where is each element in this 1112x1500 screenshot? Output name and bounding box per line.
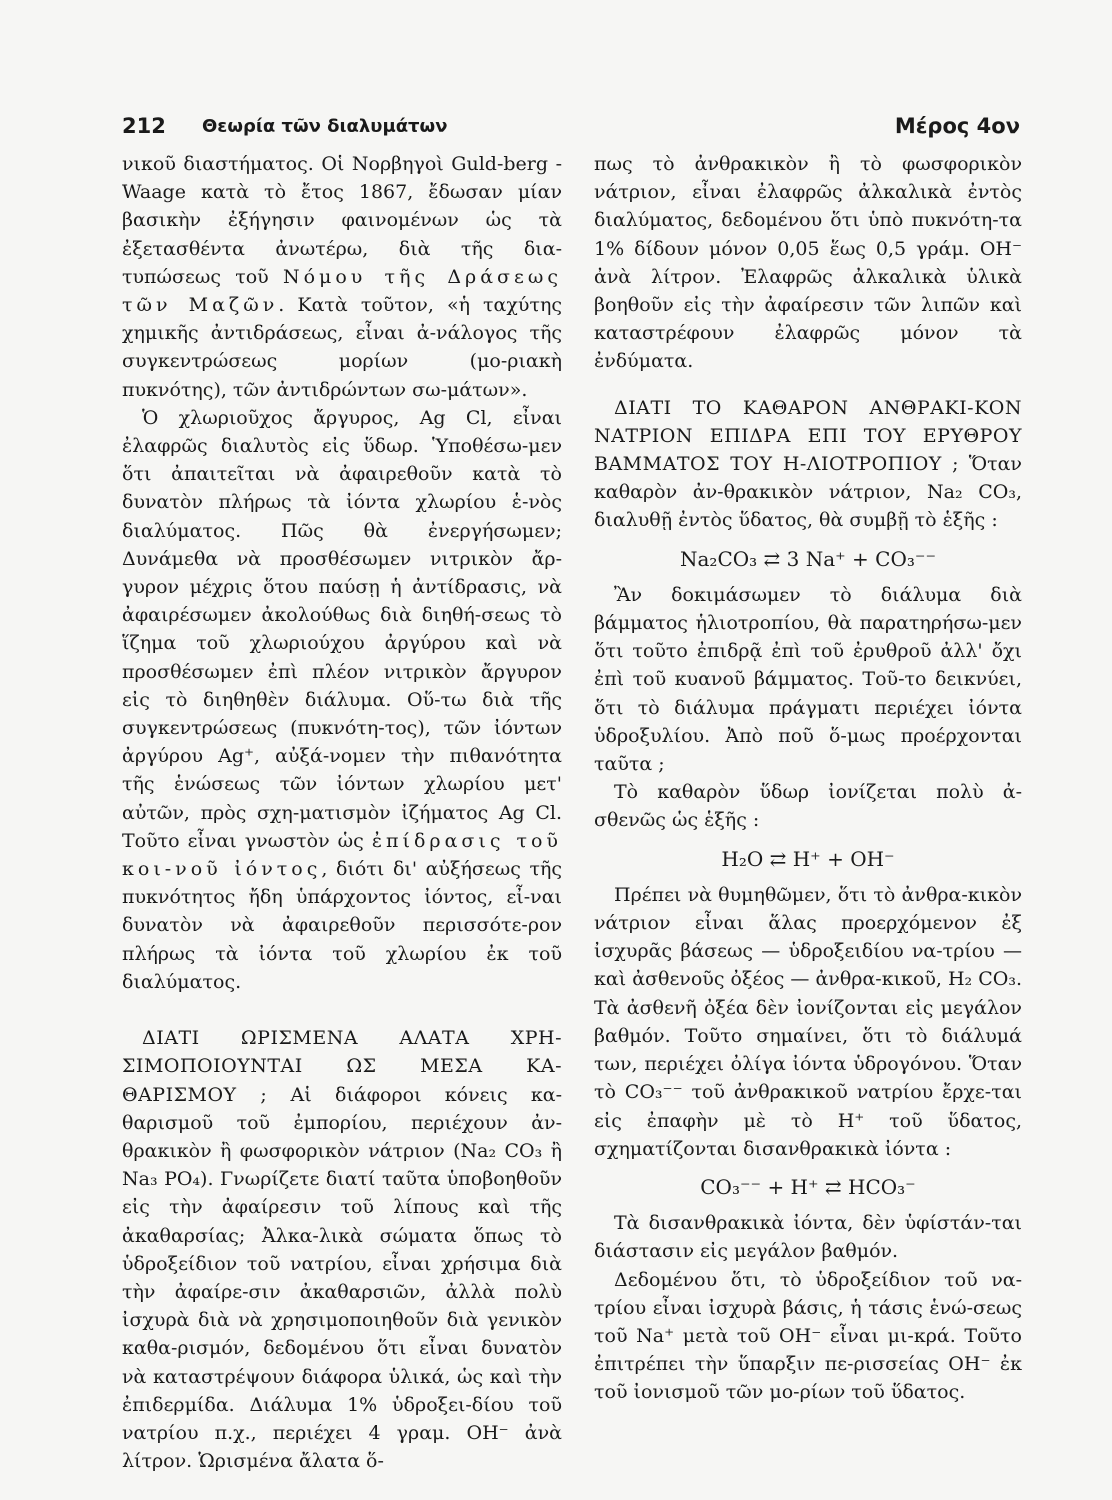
paragraph-sodium-hydroxide: Δεδομένου ὅτι, τὸ ὑδροξείδιον τοῦ να-τρίου εἶναι ἰσχυρὰ βάσις, ἡ τάσις ἑνώ-σεως τοῦ Na⁺ μετὰ τοῦ OH⁻ εἶναι μι-κρά. Τοῦτο ἐπιτρέπει τὴν ὕπαρξιν πε-ρισσείας OH⁻ ἐκ τοῦ ἰονισμοῦ τῶν μο-ρίων τοῦ ὕδατος. [594, 1268, 1022, 1404]
paragraph-silver-chloride [122, 404, 562, 996]
equation-sodium-carbonate: Na₂CO₃ ⇄ 3 Na⁺ + CO₃⁻⁻ [680, 546, 936, 571]
paragraph-text: , διότι δι' αὐξήσεως τῆς πυκνότητος ἤδη ὑπάρχοντος ἰόντος, εἶ-ναι δυνατὸν νὰ ἀφαιρεθοῦν περισσότε-ρον πλήρως τὰ ἰόντα τοῦ χλωρίου ἐκ τοῦ διαλύματος. [122, 858, 562, 993]
paragraph-text: Ὁ χλωριοῦχος ἄργυρος, Ag Cl, εἶναι ἐλαφρῶς διαλυτὸς εἰς ὕδωρ. Ὑποθέσω-μεν ὅτι ἀπαιτεῖται νὰ ἀφαιρεθοῦν κατὰ τὸ δυνατὸν πλήρως τὰ ἰόντα χλωρίου ἑ-νὸς διαλύματος. Πῶς θὰ ἐνεργήσωμεν; Δυνάμεθα νὰ προσθέσωμεν νιτρικὸν ἄρ-γυρον μέχρις ὅτου παύσῃ ἡ ἀντίδρασις, νὰ ἀφαιρέσωμεν ἀκολούθως διὰ διηθή-σεως τὸ ἵζημα τοῦ χλωριούχου ἀργύρου καὶ νὰ προσθέσωμεν ἐπὶ πλέον νιτρικὸν ἄργυρον εἰς τὸ διηθηθὲν διάλυμα. Οὕ-τω διὰ τῆς συγκεντρώσεως (πυκνότη-τος), τῶν ἰόντων ἀργύρου Ag⁺, αὐξά-νομεν τὴν πιθανότητα τῆς ἑνώσεως τῶν ἰόντων χλωρίου μετ' αὐτῶν, πρὸς σχη-ματισμὸν ἰζήματος Ag Cl. Τοῦτο εἶναι γνωστὸν ὡς [122, 406, 562, 852]
paragraph-text: . Κατὰ τοῦτον, «ἡ ταχύτης χημικῆς ἀντιδράσεως, εἶναι ἀ-νάλογος τῆς συγκεντρώσεως μορίων (μο-ριακὴ πυκνότης), τῶν ἀντιδρώντων σω-μάτων». [122, 294, 562, 401]
running-title: Θεωρία τῶν διαλυμάτων [202, 116, 448, 137]
paragraph-bicarbonate-ions: Τὰ δισανθρακικὰ ἰόντα, δὲν ὑφίστάν-ται διάστασιν εἰς μεγάλον βαθμόν. [594, 1212, 1022, 1263]
paragraph-continued: πως τὸ ἀνθρακικὸν ἢ τὸ φωσφορικὸν νάτριον, εἶναι ἐλαφρῶς ἀλκαλικὰ ἐντὸς διαλύματος, δεδομένου ὅτι ὑπὸ πυκνότη-τα 1% δίδουν μόνον 0,05 ἕως 0,5 γράμ. OH⁻ ἀνὰ λίτρον. Ἐλαφρῶς ἀλκαλικὰ ὑλικὰ βοηθοῦν εἰς τὴν ἀφαίρεσιν τῶν λιπῶν καὶ καταστρέφουν ἐλαφρῶς μόνον τὰ ἐνδύματα. [594, 153, 1022, 373]
equation-water: H₂O ⇄ H⁺ + OH⁻ [721, 846, 895, 871]
paragraph-text: νικοῦ διαστήματος. Οἱ Νορβηγοὶ Guld-berg - Waage κατὰ τὸ ἔτος 1867, ἔδωσαν μίαν βασικὴν ἐξήγησιν φαινομένων ὡς τὰ ἐξετασθέντα ἀνωτέρω, διὰ τῆς δια-τυπώσεως τοῦ [122, 153, 562, 288]
page-header [122, 114, 1020, 148]
page-number: 212 [122, 114, 166, 138]
common-ion-effect: ἐπίδρασις τοῦ κοι-νοῦ ἰόντος [122, 829, 562, 881]
section-heading: ΔΙΑΤΙ ΩΡΙΣΜΕΝΑ ΑΛΑΤΑ ΧΡΗ-ΣΙΜΟΠΟΙΟΥΝΤΑΙ ΩΣ ΜΕΣΑ ΚΑ-ΘΑΡΙΣΜΟΥ ; [122, 1027, 562, 1106]
paragraph-text: Ὅταν καθαρὸν ἀν-θρακικὸν νάτριον, Na₂ CO₃, διαλυθῇ ἐντὸς ὕδατος, θὰ συμβῇ τὸ ἑξῆς : [594, 453, 1022, 532]
paragraph-litmus-test: Ἂν δοκιμάσωμεν τὸ διάλυμα διὰ βάμματος ἡλιοτροπίου, θὰ παρατηρήσω-μεν ὅτι τοῦτο ἐπιδρᾷ ἐπὶ τοῦ ἐρυθροῦ ἀλλ' ὄχι ἐπὶ τοῦ κυανοῦ βάμματος. Τοῦ-το δεικνύει, ὅτι τὸ διάλυμα πράγματι περιέχει ἰόντα ὑδροξυλίου. Ἀπὸ ποῦ ὅ-μως προέρχονται ταῦτα ; [594, 583, 1022, 776]
section-litmus [594, 394, 1022, 535]
right-column [594, 150, 1022, 1407]
law-name: Νόμου τῆς Δράσεως τῶν Μαζῶν [122, 265, 562, 317]
section-heading: ΔΙΑΤΙ ΤΟ ΚΑΘΑΡΟΝ ΑΝΘΡΑΚΙ-ΚΟΝ ΝΑΤΡΙΟΝ ΕΠΙΔΡΑ ΕΠΙ ΤΟΥ ΕΡΥΘΡΟΥ ΒΑΜΜΑΤΟΣ ΤΟΥ Η-ΛΙΟΤΡΟΠΙΟΥ ; [594, 396, 1022, 476]
paragraph-weak-acid: Πρέπει νὰ θυμηθῶμεν, ὅτι τὸ ἀνθρα-κικὸν νάτριον εἶναι ἅλας προερχόμενον ἐξ ἰσχυρᾶς βάσεως — ὑδροξειδίου να-τρίου — καὶ ἀσθενοῦς ὀξέος — ἀνθρα-κικοῦ, H₂ CO₃. Τὰ ἀσθενῆ ὀξέα δὲν ἰονίζονται εἰς μεγάλον βαθμόν. Τοῦτο σημαίνει, ὅτι τὸ διάλυμά των, περιέχει ὀλίγα ἰόντα ὑδρογόνου. Ὅταν τὸ CO₃⁻⁻ τοῦ ἀνθρακικοῦ νατρίου ἔρχε-ται εἰς ἐπαφὴν μὲ τὸ H⁺ τοῦ ὕδατος, σχηματίζονται δισανθρακικὰ ἰόντα : [594, 883, 1022, 1160]
part-label: Μέρος 4ον [894, 114, 1020, 138]
section-cleaning-salts [122, 1024, 562, 1475]
paragraph-guldberg-waage [122, 150, 562, 404]
paragraph-text: Αἱ διάφοροι κόνεις κα-θαρισμοῦ τοῦ ἐμπορίου, περιέχουν ἀν-θρακικὸν ἢ φωσφορικὸν νάτριον (Na₂ CO₃ ἢ Na₃ PO₄). Γνωρίζετε διατί ταῦτα ὑποβοηθοῦν εἰς τὴν ἀφαίρεσιν τοῦ λίπους καὶ τῆς ἀκαθαρσίας; Ἀλκα-λικὰ σώματα ὅπως τὸ ὑδροξείδιον τοῦ νατρίου, εἶναι χρήσιμα διὰ τὴν ἀφαίρε-σιν ἀκαθαρσιῶν, ἀλλὰ πολὺ ἰσχυρὰ διὰ νὰ χρησιμοποιηθοῦν διὰ γενικὸν καθα-ρισμόν, δεδομένου ὅτι εἶναι δυνατὸν νὰ καταστρέψουν διάφορα ὑλικά, ὡς καὶ τὴν ἐπιδερμίδα. Διάλυμα 1% ὑδροξει-δίου τοῦ νατρίου π.χ., περιέχει 4 γραμ. OH⁻ ἀνὰ λίτρον. Ὡρισμένα ἄλατα ὅ- [122, 1083, 562, 1473]
equation-bicarbonate: CO₃⁻⁻ + H⁺ ⇄ HCO₃⁻ [700, 1174, 916, 1199]
left-column [122, 150, 562, 1475]
paragraph-water-ionization: Τὸ καθαρὸν ὕδωρ ἰονίζεται πολὺ ἀ-σθενῶς ὡς ἑξῆς : [594, 781, 1022, 832]
